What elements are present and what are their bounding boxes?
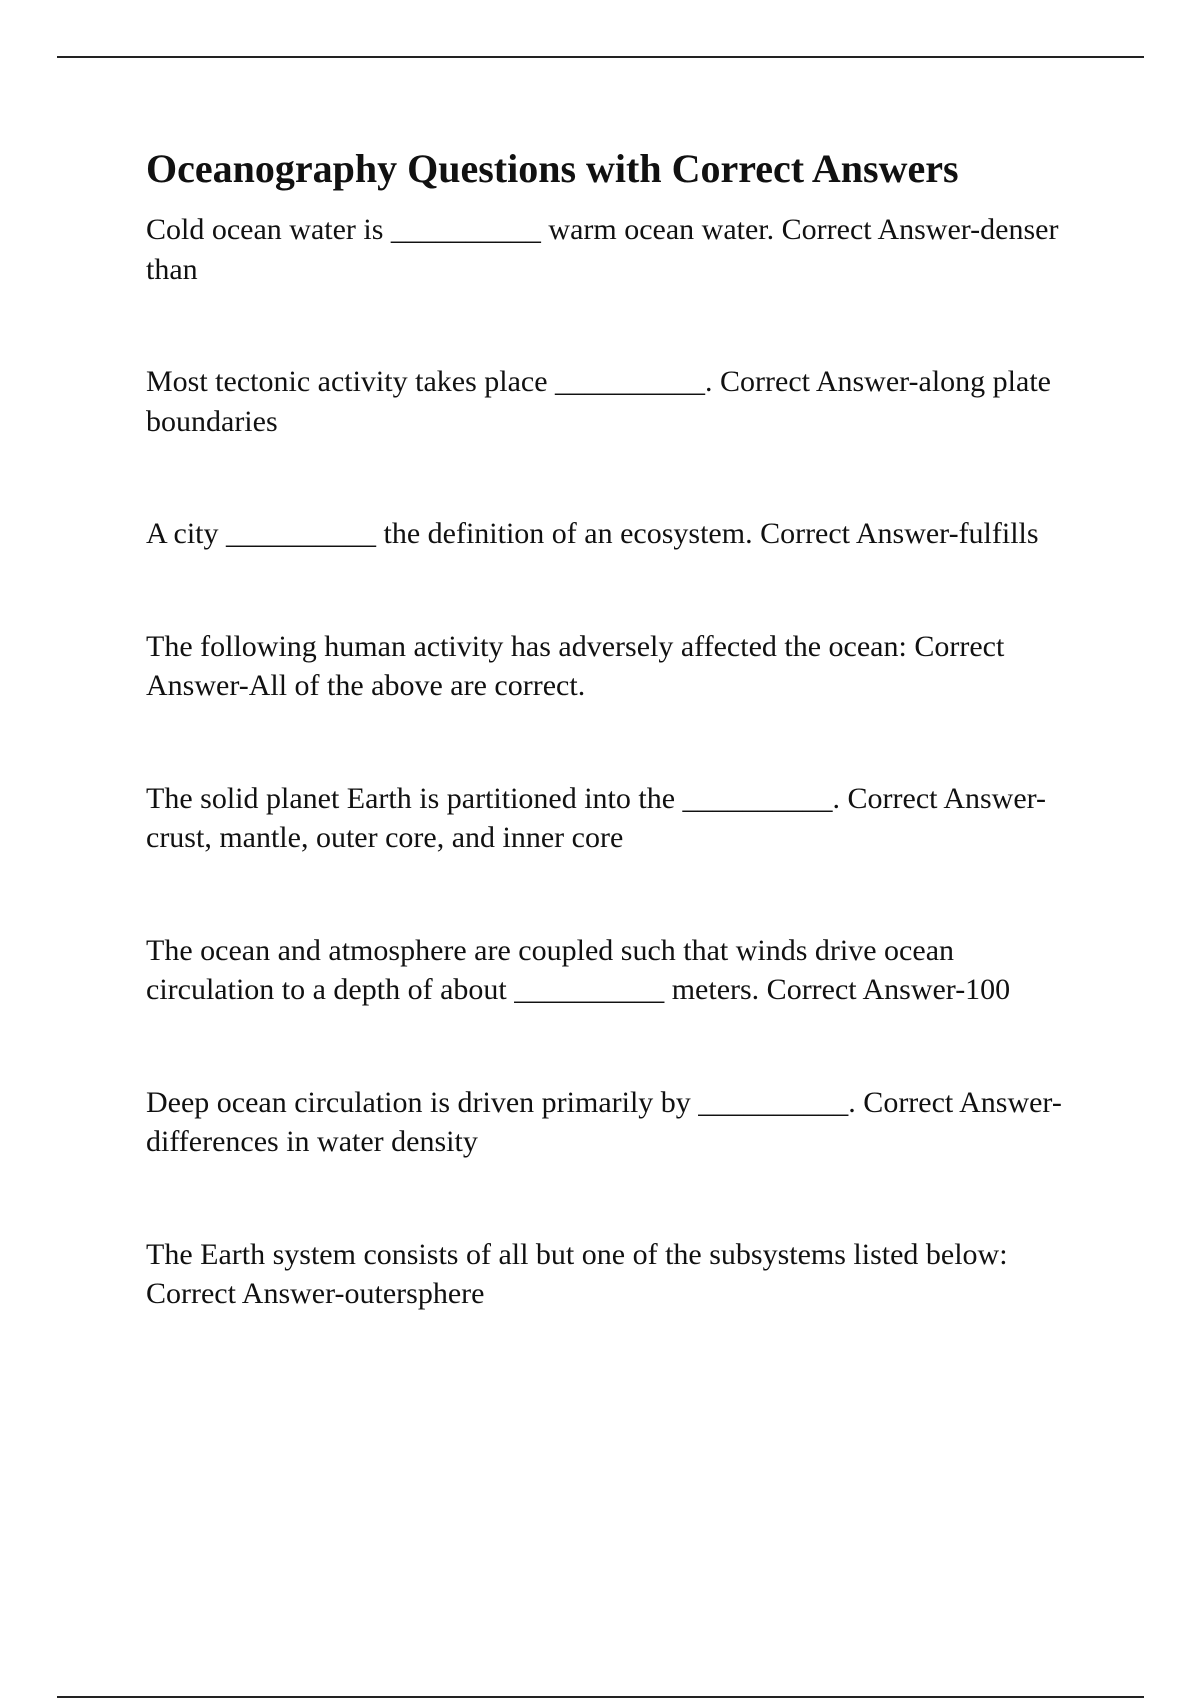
top-divider (57, 56, 1144, 58)
qa-item: Deep ocean circulation is driven primarily by __________. Correct Answer-differences in water density (146, 1085, 1062, 1158)
qa-item: The solid planet Earth is partitioned into the __________. Correct Answer-crust, mantle, outer core, and inner core (146, 781, 1047, 854)
bottom-divider (57, 1696, 1144, 1698)
qa-item: A city __________ the definition of an ecosystem. Correct Answer-fulfills (146, 517, 1039, 550)
document-body (146, 144, 1086, 1314)
document-title: Oceanography Questions with Correct Answers (146, 146, 959, 191)
qa-list (146, 210, 1086, 1314)
qa-item: Cold ocean water is __________ warm ocean water. Correct Answer-denser than (146, 213, 1059, 286)
qa-item: The following human activity has adversely affected the ocean: Correct Answer-All of the above are correct. (146, 629, 1005, 702)
qa-item: The ocean and atmosphere are coupled such that winds drive ocean circulation to a depth of about __________ meters. Correct Answer-100 (146, 933, 1011, 1006)
qa-item: The Earth system consists of all but one of the subsystems listed below: Correct Answer-outersphere (146, 1237, 1008, 1310)
qa-item: Most tectonic activity takes place __________. Correct Answer-along plate boundaries (146, 365, 1051, 438)
